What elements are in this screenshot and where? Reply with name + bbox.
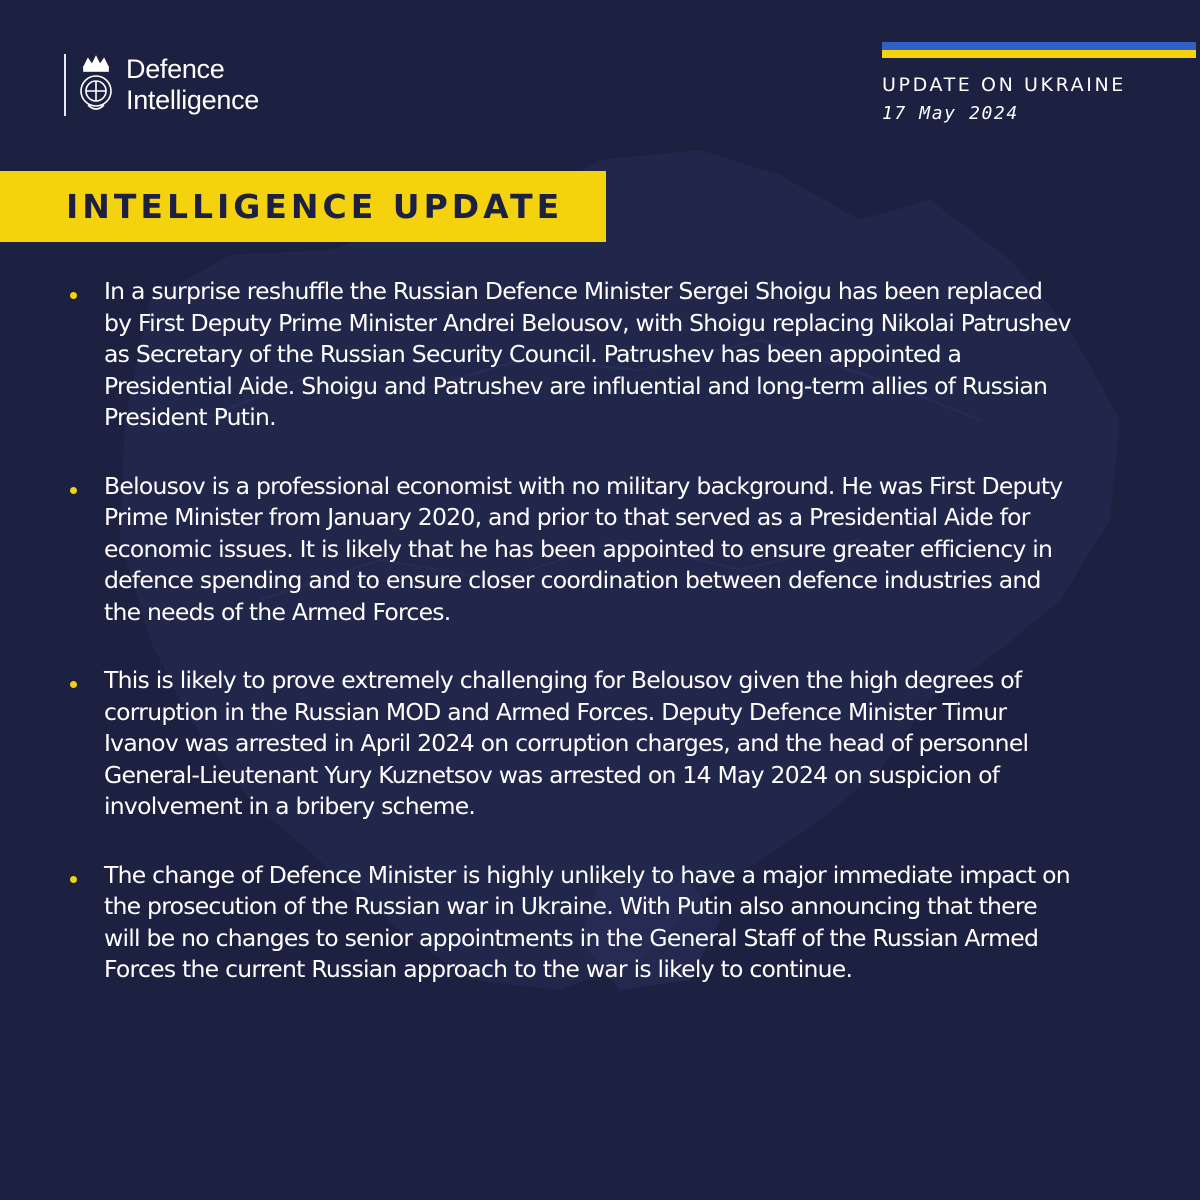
defence-intelligence-logo	[64, 52, 259, 118]
update-date: 17 May 2024	[882, 103, 1019, 124]
bullet-item	[66, 860, 1076, 986]
bullet-item	[66, 471, 1076, 629]
bullet-dot	[70, 876, 77, 883]
banner-title: INTELLIGENCE UPDATE	[66, 187, 564, 226]
bullet-dot	[70, 681, 77, 688]
bullet-dot	[70, 487, 77, 494]
bullet-text: In a surprise reshuffle the Russian Defence Minister Sergei Shoigu has been replaced by First Deputy Prime Minister Andrei Belousov, with Shoigu replacing Nikolai Patrushev as Secretary of the Russian Security Council. Patrushev has been appointed a Presidential Aide. Shoigu and Patrushev are influential and long-term allies of Russian President Putin.	[104, 277, 1071, 431]
bullet-text: This is likely to prove extremely challenging for Belousov given the high degrees of corruption in the Russian MOD and Armed Forces. Deputy Defence Minister Timur Ivanov was arrested in April 2024 on corruption charges, and the head of personnel General-Lieutenant Yury Kuznetsov was arrested on 14 May 2024 on suspicion of involvement in a bribery scheme.	[104, 666, 1029, 820]
logo-line-1: Defence	[126, 54, 225, 84]
logo-divider	[64, 54, 66, 116]
flag-blue-band	[882, 42, 1196, 50]
royal-crest-icon	[74, 53, 118, 117]
logo-wordmark	[126, 54, 259, 116]
bullet-text: The change of Defence Minister is highly unlikely to have a major immediate impact on the prosecution of the Russian war in Ukraine. With Putin also announcing that there will be no changes to senior appointments in the General Staff of the Russian Armed Forces the current Russian approach to the war is likely to continue.	[104, 860, 1070, 983]
bullet-item	[66, 276, 1076, 434]
update-label: UPDATE ON UKRAINE	[882, 74, 1126, 96]
logo-line-2: Intelligence	[126, 85, 259, 115]
flag-yellow-band	[882, 50, 1196, 58]
intelligence-update-banner	[0, 171, 606, 242]
bullet-dot	[70, 292, 77, 299]
bullet-item	[66, 665, 1076, 823]
ukraine-flag-stripe	[882, 42, 1196, 58]
bullet-list	[66, 276, 1076, 1023]
bullet-text: Belousov is a professional economist with no military background. He was First Deputy Prime Minister from January 2020, and prior to that served as a Presidential Aide for economic issues. It is likely that he has been appointed to ensure greater efficiency in defence spending and to ensure closer coordination between defence industries and the needs of the Armed Forces.	[104, 471, 1063, 626]
